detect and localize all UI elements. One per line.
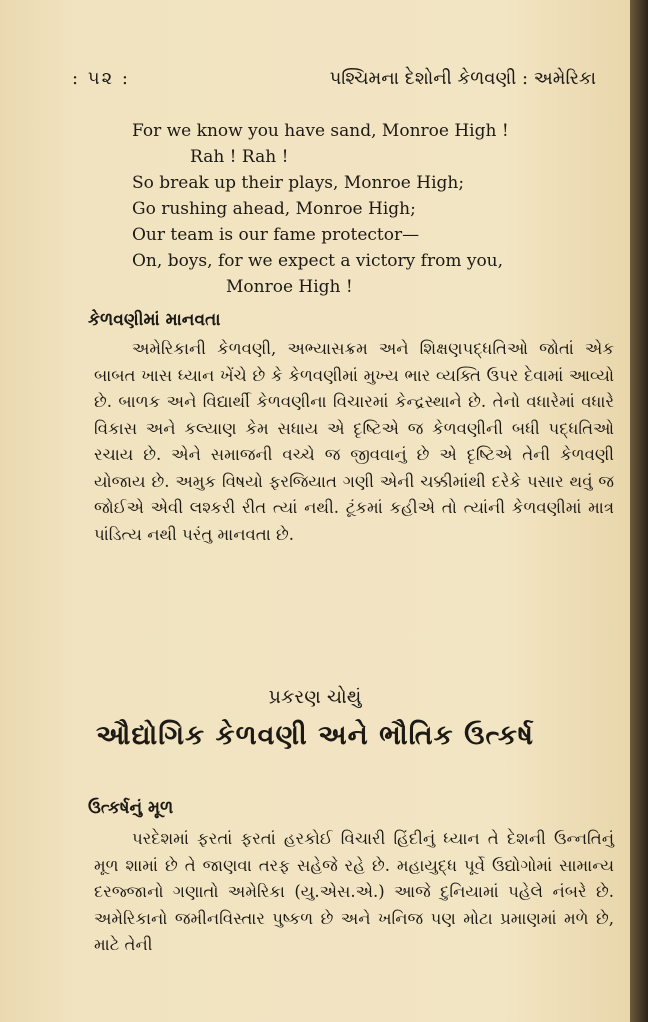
poem-verse xyxy=(132,118,592,300)
poem-line: Monroe High ! xyxy=(226,277,353,297)
running-title: પશ્ચિમના દેશોની કેળવણી : અમેરિકા xyxy=(329,68,596,89)
section-heading: ઉત્કર્ષનું મૂળ xyxy=(88,798,174,818)
poem-line: Go rushing ahead, Monroe High; xyxy=(132,199,416,219)
poem-line: So break up their plays, Monroe High; xyxy=(132,173,465,193)
section-paragraph: પરદેશમાં ફરતાં ફરતાં હરકોઈ વિચારી હિંદીનું ધ્યાન તે દેશની ઉન્નતિનું મૂળ શામાં છે તે જાણવા તરફ સહેજે રહે છે. મહાયુદ્ધ પૂર્વે ઉદ્યોગોમાં સામાન્ય દરજ્જાનો ગણાતો અમેરિકા (યુ.એસ.એ.) આજે દુનિયામાં પહેલે નંબરે છે. અમેરિકાનો જમીનવિસ્તાર પુષ્કળ છે અને ખનિજ પણ મોટા પ્રમાણમાં મળે છે, માટે તેની xyxy=(94,829,614,954)
poem-line: On, boys, for we expect a victory from you, xyxy=(132,251,504,271)
poem-line: Our team is our fame protector— xyxy=(132,225,420,245)
page-number: : ૫૨ : xyxy=(72,68,130,89)
poem-line: For we know you have sand, Monroe High ! xyxy=(132,121,509,141)
poem-line: Rah ! Rah ! xyxy=(190,147,289,167)
section-heading: કેળવણીમાં માનવતા xyxy=(88,310,221,330)
book-spine xyxy=(630,0,648,1022)
chapter-label: પ્રકરણ ચોથું xyxy=(268,686,362,708)
chapter-title: ઔદ્યોગિક કેળવણી અને ભૌતિક ઉત્કર્ષ xyxy=(96,720,534,751)
section-paragraph: અમેરિકાની કેળવણી, અભ્યાસક્રમ અને શિક્ષણપદ્ધતિઓ જોતાં એક બાબત ખાસ ધ્યાન ખેંચે છે કે કેળવણીમાં મુખ્ય ભાર વ્યક્તિ ઉપર દેવામાં આવ્યો છે. બાળક અને વિદ્યાર્થી કેળવણીના વિચારમાં કેન્દ્રસ્થાને છે. તેનો વધારેમાં વધારે વિકાસ અને કલ્યાણ કેમ સધાય એ દૃષ્ટિએ જ કેળવણીની બધી પદ્ધતિઓ રચાય છે. એને સમાજની વચ્ચે જ જીવવાનું છે એ દૃષ્ટિએ તેની કેળવણી યોજાય છે. અમુક વિષયો ફરજિયાત ગણી એની ચક્કીમાંથી દરેકે પસાર થવું જ જોઈએ એવી લશ્કરી રીત ત્યાં નથી. ટૂંકમાં કહીએ તો ત્યાંની કેળવણીમાં માત્ર પાંડિત્ય નથી પરંતુ માનવતા છે. xyxy=(94,339,614,544)
page-header xyxy=(72,62,596,102)
